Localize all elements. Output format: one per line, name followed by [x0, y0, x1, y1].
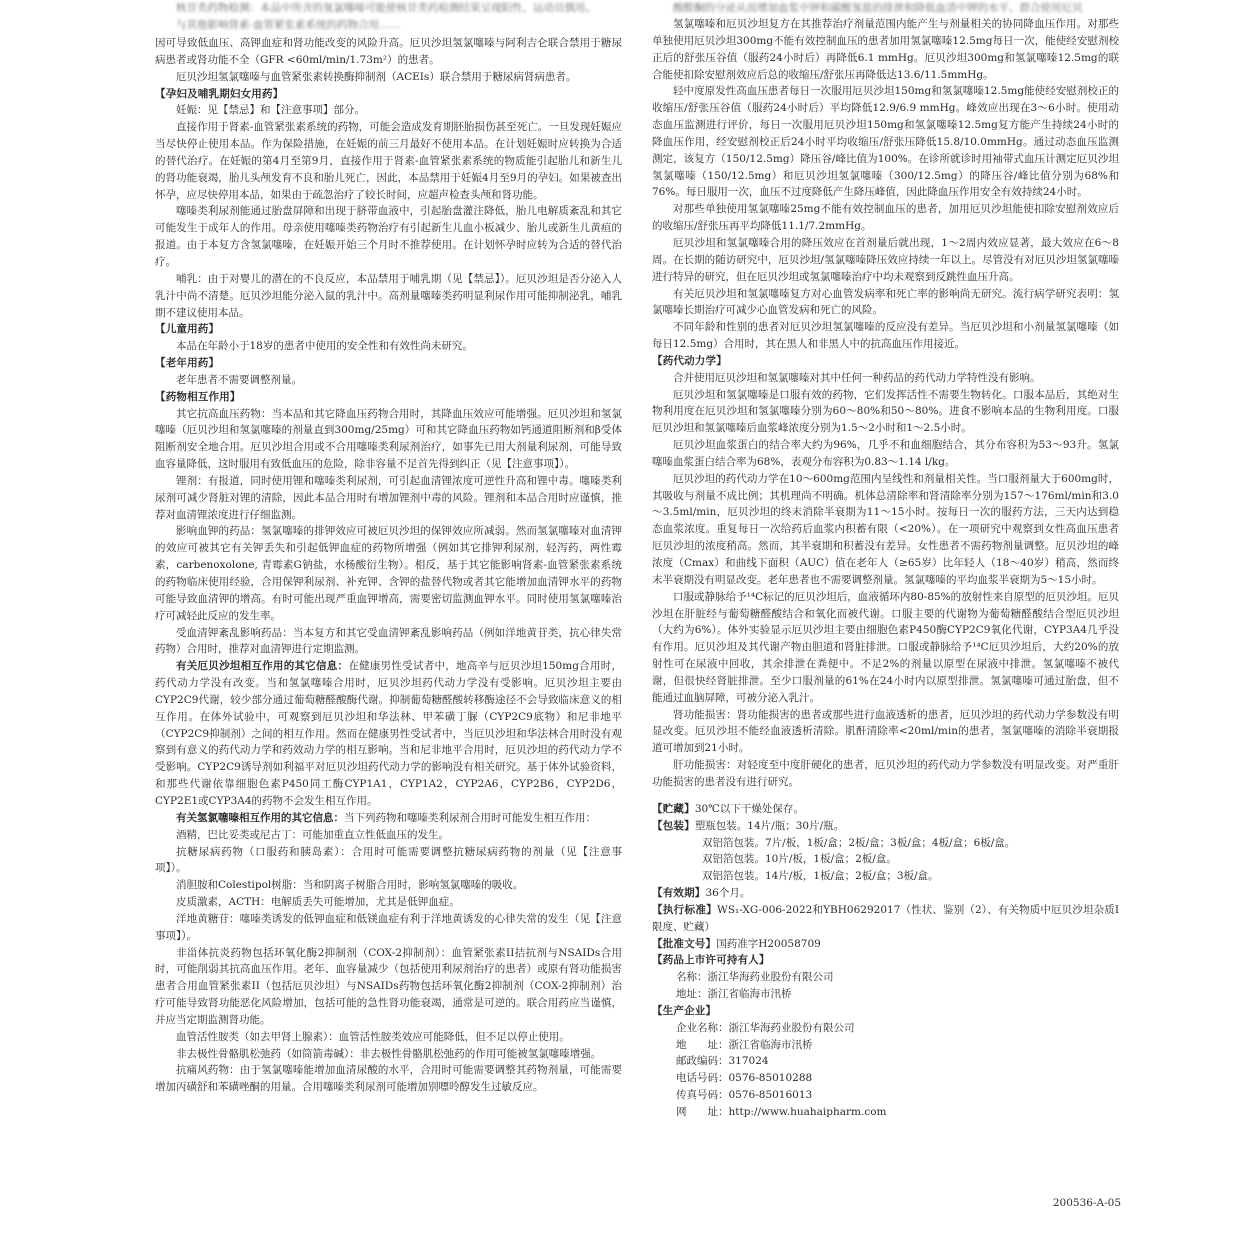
- manufacturer-row: [676, 1104, 1119, 1121]
- paragraph: 酒精，巴比妥类或尼古丁：可能加重直立性低血压的发生。: [176, 828, 449, 841]
- paragraph-text: 当下列药物和噻嗪类利尿剂合用时可能发生相互作用：: [344, 811, 596, 824]
- paragraph: 抗糖尿病药物（口服药和胰岛素）：合用时可能需要调整抗糖尿病药物的剂量（见【注意事项】）。: [155, 845, 622, 875]
- manufacturer-rows: [652, 1020, 1119, 1121]
- manufacturer-key: 传真号码：: [676, 1089, 729, 1102]
- manufacturer-key: 电话号码：: [676, 1072, 729, 1085]
- paragraph: 影响血钾的药品：氢氯噻嗪的排钾效应可被厄贝沙坦的保钾效应所减弱。然而氢氯噻嗪对血清钾的效应可被其它有关钾丢失和引起低钾血症的药物所增强（例如其它排钾利尿剂，轻泻药，两性霉素，carbenoxolone, 青霉素G钠盐，水杨酸衍生物）。相反，基于其它能影响肾素-血管紧张素系统的药物临床使用经验，合用保钾利尿剂、补充钾、含钾的盐替代物或者其它能增加血清钾水平的药物可能导致血清钾的增高。有时可能出现严重血钾增高，需要密切监测血钾水平。同时使用氢氯噻嗪治疗可减轻此反应的发生率。: [155, 525, 622, 622]
- info-section: [652, 801, 1119, 1121]
- paragraph: 皮质激素，ACTH：电解质丢失可能增加，尤其是低钾血症。: [176, 896, 460, 909]
- holder-addr-line: [652, 986, 1119, 1003]
- paragraph: [155, 810, 622, 827]
- left-column: [155, 0, 622, 1096]
- holder-name: 浙江华海药业股份有限公司: [707, 971, 834, 984]
- manufacturer-row: [676, 1070, 1119, 1087]
- left-body: [155, 35, 622, 1096]
- manufacturer-row: [676, 1020, 1119, 1037]
- paragraph: 本品在年龄小于18岁的患者中使用的安全性和有效性尚未研究。: [176, 340, 473, 353]
- packaging-line: 双铝箔包装。7片/板，1板/盒；2板/盒；3板/盒；4板/盒；6板/盒。: [702, 836, 1016, 849]
- paragraph: 其它抗高血压药物：当本品和其它降血压药物合用时，其降血压效应可能增强。厄贝沙坦和氢氯噻嗪（厄贝沙坦和氢氯噻嗪的剂量直到300mg/25mg）可和其它降血压药物如钙通道阻断剂和β受体阻断剂安全地合用。厄贝沙坦合用或不合用噻嗪类利尿剂治疗，如事先已用大剂量利尿剂，可能导致血容量降低，这时服用有致低血压的危险，除非容量不足首先得到纠正（见【注意事项】）。: [155, 407, 622, 471]
- packaging-line: 双铝箔包装。14片/板，1板/盒；2板/盒；3板/盒。: [702, 870, 939, 883]
- manufacturer-value: 0576-85010288: [728, 1072, 813, 1085]
- blur-line: 核苷类药物检测：本品中所含的氢氯噻嗪可能使核苷类药检测结果呈现阳性，运动员慎用。: [176, 2, 596, 14]
- left-top-blurred-text: [155, 0, 622, 34]
- paragraph: 肝功能损害：对轻度至中度肝硬化的患者，厄贝沙坦的药代动力学参数没有明显改变。对严重肝功能损害的患者没有进行研究。: [652, 759, 1119, 788]
- paragraph-text: 在健康男性受试者中，地高辛与厄贝沙坦150mg合用时，药代动力学没有改变。当和氢氯噻嗪合用时，厄贝沙坦药代动力学没有受影响。厄贝沙坦主要由CYP2C9代谢，较少部分通过葡萄糖醛酸酶代谢。抑制葡萄糖醛酸转移酶途径不会导致临床意义的相互作用。在体外试验中，可观察到厄贝沙坦和华法林、甲苯磺丁脲（CYP2C9底物）和尼非地平（CYP2C9抑制剂）之间的相互作用。然而在健康男性受试者中，当厄贝沙坦和华法林合用时没有观察到有意义的药代动力学和药效动力学的相互影响。当和尼非地平合用时，厄贝沙坦的药代动力学不受影响。CYP2C9诱导剂如利福平对厄贝沙坦药代动力学的影响没有相关研究。基于体外试验资料，和那些代谢依靠细胞色素P450同工酶CYP1A1，CYP1A2，CYP2A6，CYP2B6，CYP2D6，CYP2E1或CYP3A4的药物不会发生相互作用。: [155, 660, 622, 807]
- holder-label: 【药品上市许可持有人】: [652, 954, 770, 967]
- validity-text: 36个月。: [705, 887, 751, 900]
- manufacturer-value: 浙江华海药业股份有限公司: [728, 1021, 855, 1034]
- paragraph: 有关厄贝沙坦和氢氯噻嗪复方对心血管发病率和死亡率的影响尚无研究。流行病学研究表明：氢氯噻嗪长期治疗可减少心血管发病和死亡的风险。: [652, 287, 1119, 317]
- paragraph: 直接作用于肾素-血管紧张素系统的药物，可能会造成发育期胚胎损伤甚至死亡。一旦发现妊娠应当尽快停止使用本品。作为保险措施，在妊娠的前三月最好不使用本品。在计划妊娠时应转换为合适的替代治疗。在妊娠的第4月至第9月，直接作用于肾素-血管紧张素系统的物质能引起胎儿和新生儿的肾功能衰竭，胎儿头颅发育不良和胎儿死亡，因此，本品禁用于妊娠4月至9月的孕妇。如果被查出怀孕，应尽快停用本品，如果由于疏忽治疗了较长时间，应超声检查头颅和肾功能。: [155, 121, 622, 201]
- paragraph-lead: 有关氢氯噻嗪相互作用的其它信息：: [176, 811, 344, 824]
- section-heading: 【儿童用药】: [155, 323, 220, 336]
- paragraph: 厄贝沙坦和氢氯噻嗪是口服有效的药物，它们发挥活性不需要生物转化。口服本品后，其绝对生物利用度在厄贝沙坦和氢氯噻嗪分别为60～80%和50～80%。进食不影响本品的生物利用度。口服厄贝沙坦和氢氯噻嗪后血浆峰浓度分别为1.5～2小时和1～2.5小时。: [652, 388, 1119, 435]
- section-heading: 【老年用药】: [155, 357, 220, 370]
- storage-label: 【贮藏】: [652, 802, 695, 815]
- paragraph: 口服或静脉给予¹⁴C标记的厄贝沙坦后，血液循环内80-85%的放射性来自原型的厄贝沙坦。厄贝沙坦在肝脏经与葡萄糖醛酸结合和氧化而被代谢。口服主要的代谢物为葡萄糖醛酸结合型厄贝沙坦（大约为6%）。体外实验显示厄贝沙坦主要由细胞色素P450酶CYP2C9氧化代谢，CYP3A4几乎没有作用。厄贝沙坦及其代谢产物由胆道和肾脏排泄。口服或静脉给予¹⁴C厄贝沙坦后，大约20%的放射性可在尿液中回收，其余排泄在粪便中。不足2%的剂量以原型在尿液中排泄。氢氯噻嗪不被代谢，但很快经肾脏排泄。至少口服剂量的61%在24小时内以原型排泄。氢氯噻嗪可通过胎盘，但不能通过血脑屏障，可被分泌入乳汁。: [652, 590, 1119, 704]
- paragraph: 抗痛风药物：由于氢氯噻嗪能增加血清尿酸的水平，合用时可能需要调整其药物剂量，可能需要增加丙磺舒和苯磺唑酮的用量。合用噻嗪类利尿剂可能增加别嘌呤醇发生过敏反应。: [155, 1064, 622, 1094]
- paragraph: 对那些单独使用氢氯噻嗪25mg不能有效控制血压的患者，加用厄贝沙坦能使扣除安慰剂效应后的收缩压/舒张压再平均降低11.1/7.2mmHg。: [652, 203, 1119, 233]
- section-heading: 【孕妇及哺乳期妇女用药】: [155, 87, 284, 100]
- manufacturer-value: 317024: [728, 1055, 769, 1068]
- paragraph: 妊娠：见【禁忌】和【注意事项】部分。: [176, 104, 365, 117]
- packaging-line: 双铝箔包装。10片/板，1板/盒；2板/盒。: [702, 853, 897, 866]
- paragraph: 不同年龄和性别的患者对厄贝沙坦氢氯噻嗪的反应没有差异。当厄贝沙坦和小剂量氢氯噻嗪（如每日12.5mg）合用时，其在黑人和非黑人中的抗高血压作用接近。: [652, 321, 1119, 351]
- standard-line: [652, 902, 1119, 936]
- storage-text: 30℃以下干燥处保存。: [694, 802, 804, 815]
- paragraph: 非甾体抗炎药物包括环氧化酶2抑制剂（COX-2抑制剂）：血管紧张素II拮抗剂与NSAIDs合用时，可能削弱其抗高血压作用。老年、血容量减少（包括使用利尿剂治疗的患者）或原有肾功能损害患者合用血管紧张素II（包括厄贝沙坦）与NSAIDs药物包括环氧化酶2抑制剂（COX-2抑制剂）治疗可能导致肾功能恶化风险增加，包括可能的急性肾功能衰竭，通常是可逆的。联合用药应当谨慎，并应当定期监测肾功能。: [155, 946, 622, 1026]
- holder-name-line: [652, 969, 1119, 986]
- manufacturer-key: 邮政编码：: [676, 1055, 729, 1068]
- paragraph: 氢氯噻嗪和厄贝沙坦复方在其推荐治疗剂量范围内能产生与剂量相关的协同降血压作用。对那些单独使用厄贝沙坦300mg不能有效控制血压的患者加用氢氯噻嗪12.5mg每日一次，能使经安慰剂校正后的舒张压谷值（服药24小时后）再降低6.1 mmHg。厄贝沙坦300mg和氢氯噻嗪12.5mg的联合能使扣除安慰剂效应后总的收缩压/舒张压再降低达13.6/11.5mmHg。: [652, 18, 1119, 81]
- paragraph: 受血清钾紊乱影响药品：当本复方和其它受血清钾紊乱影响药品（例如洋地黄苷类，抗心律失常药物）合用时，推荐对血清钾进行定期监测。: [155, 626, 622, 656]
- paragraph: 血管活性胺类（如去甲肾上腺素）：血管活性胺类效应可能降低，但不足以停止使用。: [176, 1030, 570, 1043]
- paragraph: 因可导致低血压、高钾血症和肾功能改变的风险升高。厄贝沙坦氢氯噻嗪与阿利吉仑联合禁用于糖尿病患者或肾功能不全（GFR <60ml/min/1.73m²）的患者。: [155, 37, 622, 66]
- blur-line: 与其他影响肾素-血管紧张素系统的药物合用……: [176, 18, 401, 31]
- document-code: 200536-A-05: [1052, 1197, 1121, 1209]
- standard-label: 【执行标准】: [652, 903, 718, 916]
- paragraph: 轻中度原发性高血压患者每日一次服用厄贝沙坦150mg和氢氯噻嗪12.5mg能使经安慰剂校正的收缩压/舒张压谷值（服药24小时后）平均降低12.9/6.9 mmHg。峰效应出现在3～6小时。使用动态血压监测进行评价，每日一次服用厄贝沙坦150mg和氢氯噻嗪12.5mg复方能产生持续24小时的降血压作用，经安慰剂校正后24小时平均收缩压/舒张压降低15.8/10.0mmHg。通过动态血压监测测定，该复方（150/12.5mg）降压谷/峰比值为100%。在诊所就诊时用袖带式血压计测定厄贝沙坦氢氯噻嗪（150/12.5mg）和厄贝沙坦氢氯噻嗪（300/12.5mg）的降压谷/峰比值分别为68%和76%。每日服用一次，血压不过度降低产生降压峰值，因此降血压作用安全有效持续24小时。: [652, 85, 1119, 199]
- manufacturer-label: 【生产企业】: [652, 1004, 717, 1017]
- packaging-line: [652, 818, 1119, 835]
- holder-addr-label: 地址：: [676, 988, 708, 1001]
- manufacturer-value: http://www.huahaipharm.com: [728, 1106, 887, 1118]
- holder-addr: 浙江省临海市汛桥: [707, 988, 792, 1001]
- paragraph: 厄贝沙坦血浆蛋白的结合率大约为96%，几乎不和血细胞结合，其分布容积为53～93升。氢氯噻嗪血浆蛋白结合率为68%，表观分布容积为0.83～1.14 l/kg。: [652, 439, 1119, 468]
- manufacturer-key: 网 址：: [676, 1106, 729, 1118]
- paragraph-lead: 有关厄贝沙坦相互作用的其它信息：: [176, 660, 349, 673]
- paragraph: 厄贝沙坦和氢氯噻嗪合用的降压效应在首剂量后就出现，1～2周内效应显著，最大效应在6～8周。在长期的随访研究中，厄贝沙坦/氢氯噻嗪降压效应持续一年以上。尽管没有对厄贝沙坦氢氯噻嗪进行特异的研究，但在厄贝沙坦或氢氯噻嗪治疗中均未观察到反跳性血压升高。: [652, 236, 1119, 283]
- paragraph: 合并使用厄贝沙坦和氢氯噻嗪对其中任何一种药品的药代动力学特性没有影响。: [673, 371, 1041, 384]
- approval-line: [652, 936, 1119, 953]
- standard-text: WS₁-XG-006-2022和YBH06292017（性状、鉴别（2）、有关物质中厄贝沙坦杂质I限度、贮藏）: [652, 903, 1120, 933]
- right-top-blurred-text: [652, 0, 1119, 16]
- manufacturer-key: 地 址：: [676, 1038, 729, 1051]
- holder-name-label: 名称：: [676, 971, 708, 984]
- paragraph: 洋地黄糖苷：噻嗪类诱发的低钾血症和低镁血症有利于洋地黄诱发的心律失常的发生（见【注意事项】）。: [155, 912, 622, 942]
- paragraph: 噻嗪类利尿剂能通过胎盘屏障和出现于脐带血液中，引起胎盘灌注降低，胎儿电解质紊乱和其它可能发生于成年人的作用。母亲使用噻嗪类药物治疗有引起新生儿血小板减少、胎儿或新生儿黄疸的报道。由于本复方含氢氯噻嗪，在妊娠开始三个月时不推荐使用。在计划怀孕时应转为合适的替代治疗。: [155, 205, 622, 268]
- blur-line: 酸醛酮的分泌从而增加血浆中钾和碳酸氢盐的排泄和降低血清中钾的水平。群合使用厄贝: [673, 2, 1083, 14]
- manufacturer-value: 浙江省临海市汛桥: [728, 1038, 813, 1051]
- paragraph: 消胆胺和Colestipol树脂：当和阴离子树脂合用时，影响氢氯噻嗪的吸收。: [176, 879, 524, 892]
- validity-line: [652, 885, 1119, 902]
- manufacturer-row: [676, 1037, 1119, 1054]
- section-heading: 【药物相互作用】: [155, 390, 241, 403]
- paragraph: 非去极性骨骼肌松弛药（如筒箭毒碱）：非去极性骨骼肌松弛药的作用可能被氢氯噻嗪增强。: [176, 1047, 602, 1060]
- paragraph: 厄贝沙坦氢氯噻嗪与血管紧张素转换酶抑制剂（ACEIs）联合禁用于糖尿病肾病患者。: [176, 70, 577, 83]
- paragraph: 锂剂：有报道，同时使用锂和噻嗪类利尿剂，可引起血清锂浓度可逆性升高和锂中毒。噻嗪类利尿剂可减少肾脏对锂的清除，因此本品合用时有增加锂剂中毒的风险。锂剂和本品合用时应谨慎，推荐对血清锂浓度进行仔细监测。: [155, 474, 622, 521]
- validity-label: 【有效期】: [652, 887, 706, 900]
- manufacturer-row: [676, 1053, 1119, 1070]
- packaging-text: 塑瓶包装。14片/瓶；30片/瓶。: [694, 819, 845, 832]
- paragraph: 厄贝沙坦的药代动力学在10～600mg范围内呈线性和剂量相关性。当口服剂量大于600mg时，其吸收与剂量不成比例；其机理尚不明确。机体总清除率和肾清除率分别为157～176ml/min和3.0～3.5ml/min，厄贝沙坦的终末消除半衰期为11～15小时。按每日一次的服药方法，三天内达到稳态血浆浓度。重复每日一次给药后血浆内积蓄有限（<20%）。在一项研究中观察到女性高血压患者厄贝沙坦的浓度稍高。然而，其半衰期和积蓄没有差异。女性患者不需药物剂量调整。厄贝沙坦的峰浓度（Cmax）和曲线下面积（AUC）值在老年人（≥65岁）比年轻人（18～40岁）稍高，然而终末半衰期没有明显改变。老年患者也不需要调整剂量。氢氯噻嗪的平均血浆半衰期为5～15小时。: [652, 472, 1119, 586]
- manufacturer-value: 0576-85016013: [728, 1089, 813, 1102]
- section-heading: 【药代动力学】: [652, 354, 727, 367]
- paragraph: 肾功能损害：肾功能损害的患者或那些进行血液透析的患者，厄贝沙坦的药代动力学参数没有明显改变。厄贝沙坦不能经血液透析清除。肌酐清除率<20ml/min的患者，氢氯噻嗪的消除半衰期报道可增加到21小时。: [652, 708, 1119, 755]
- manufacturer-key: 企业名称：: [676, 1021, 729, 1034]
- right-body: [652, 16, 1119, 791]
- approval-label: 【批准文号】: [652, 937, 717, 950]
- manufacturer-row: [676, 1087, 1119, 1104]
- paragraph: 哺乳：由于对婴儿的潜在的不良反应，本品禁用于哺乳期（见【禁忌】）。厄贝沙坦是否分泌入人乳汁中尚不清楚。厄贝沙坦能分泌入鼠的乳汁中。高剂量噻嗪类药明显利尿作用可能抑制泌乳，哺乳期不建议使用本品。: [155, 272, 622, 319]
- paragraph: 老年患者不需要调整剂量。: [176, 373, 302, 386]
- storage-line: [652, 801, 1119, 818]
- packaging-label: 【包装】: [652, 819, 695, 832]
- paragraph: [155, 658, 622, 810]
- right-column: [652, 0, 1119, 1121]
- approval-text: 国药准字H20058709: [716, 937, 821, 950]
